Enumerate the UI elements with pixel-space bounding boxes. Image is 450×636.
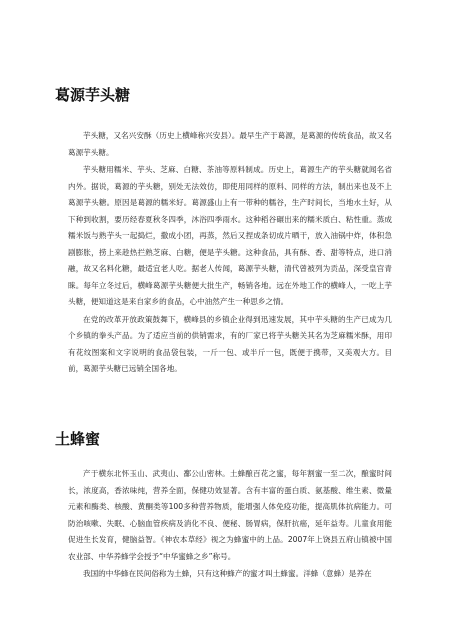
paragraph: 芋头糖用糯米、芋头、芝麻、白糖、茶油等原料制成。历史上，葛源生产的芋头糖就闻名省内外。据说，葛源的芋头糖，别处无法效仿，即使用同样的原料、同样的方法，制出来也及不上葛源芋头糖。原因是葛源的糯米好。葛源盛山上有一带种的糯谷，生产时间长，当地水土好，从下种到收割，要历经春夏秋冬四季，沐浴四季雨水。这种稻谷碾出来的糯米质白、粘性重。蒸成糯米饭与熟芋头一起捣烂，撒成小团，再蒸，然后又捏成条切成片晒干，放入油锅中炸，体积急剧膨胀，捞上来趁热拦熟芝麻、白糖，便是芋头糖。这种食品，具有酥、香、甜等特点，进口消融，故又名料化糖，最适宜老人吃。据老人传闻，葛源芋头糖，清代曾被列为贡品，深受皇宫青睐。每年立冬过后，横峰葛源芋头糖便大批生产，畅销各地。远在外地工作的横峰人，一吃上芋头糖，便知道这是来自家乡的食品，心中油然产生一种思乡之情。 xyxy=(68,165,392,306)
paragraph: 我国的中华蜂在民间俗称为土蜂，只有这种蜂产的蜜才叫土蜂蜜。洋蜂（意蜂）是养在 xyxy=(83,569,372,578)
paragraph: 芋头糖，又名兴安酥（历史上横峰称兴安县）。最早生产于葛源，是葛源的传统食品，故又名葛源芋头糖。 xyxy=(68,131,392,157)
section-title-honey: 土蜂蜜 xyxy=(55,430,101,448)
section-title-taro-candy: 葛源芋头糖 xyxy=(55,86,131,104)
paragraph: 在党的改革开放政策鼓舞下，横峰县的乡镇企业得到迅速发展，其中芋头糖的生产已成为几个乡镇的拳头产品。为了适应当前的供销需求，有的厂家已将芋头糖关其名为芝麻糯米酥，用印有花纹图案和文字说明的食品袋包装，一斤一包、或半斤一包，既便于携带，又美观大方。目前，葛源芋头糖已远销全国各地。 xyxy=(68,314,392,373)
section-body-honey xyxy=(68,466,392,584)
section-body-taro-candy xyxy=(68,128,392,379)
paragraph: 产于横东北怀玉山、武夷山、鄱公山密林。土蜂酿百花之蜜，每年割蜜一至二次，酿蜜时间长，浓度高，香浓味纯，营养全面，保健功效显著。含有丰富的蛋白质、氨基酸、维生素、微量元素和酶类、核酸、黄酮类等100多种营养物质，能增强人体免疫功能，提高肌体抗病能力。可防治咳嗽、失眠、心脑血管疾病及消化不良、便秘、肠胃病，保肝抗癌，延年益寿。儿童食用能促进生长发育，健脑益智。《神农本草经》视之为蜂蜜中的上品。2007年上饶县五府山镇被中国农业部、中华养蜂学会授予“中华蜜蜂之乡”称号。 xyxy=(68,469,392,561)
